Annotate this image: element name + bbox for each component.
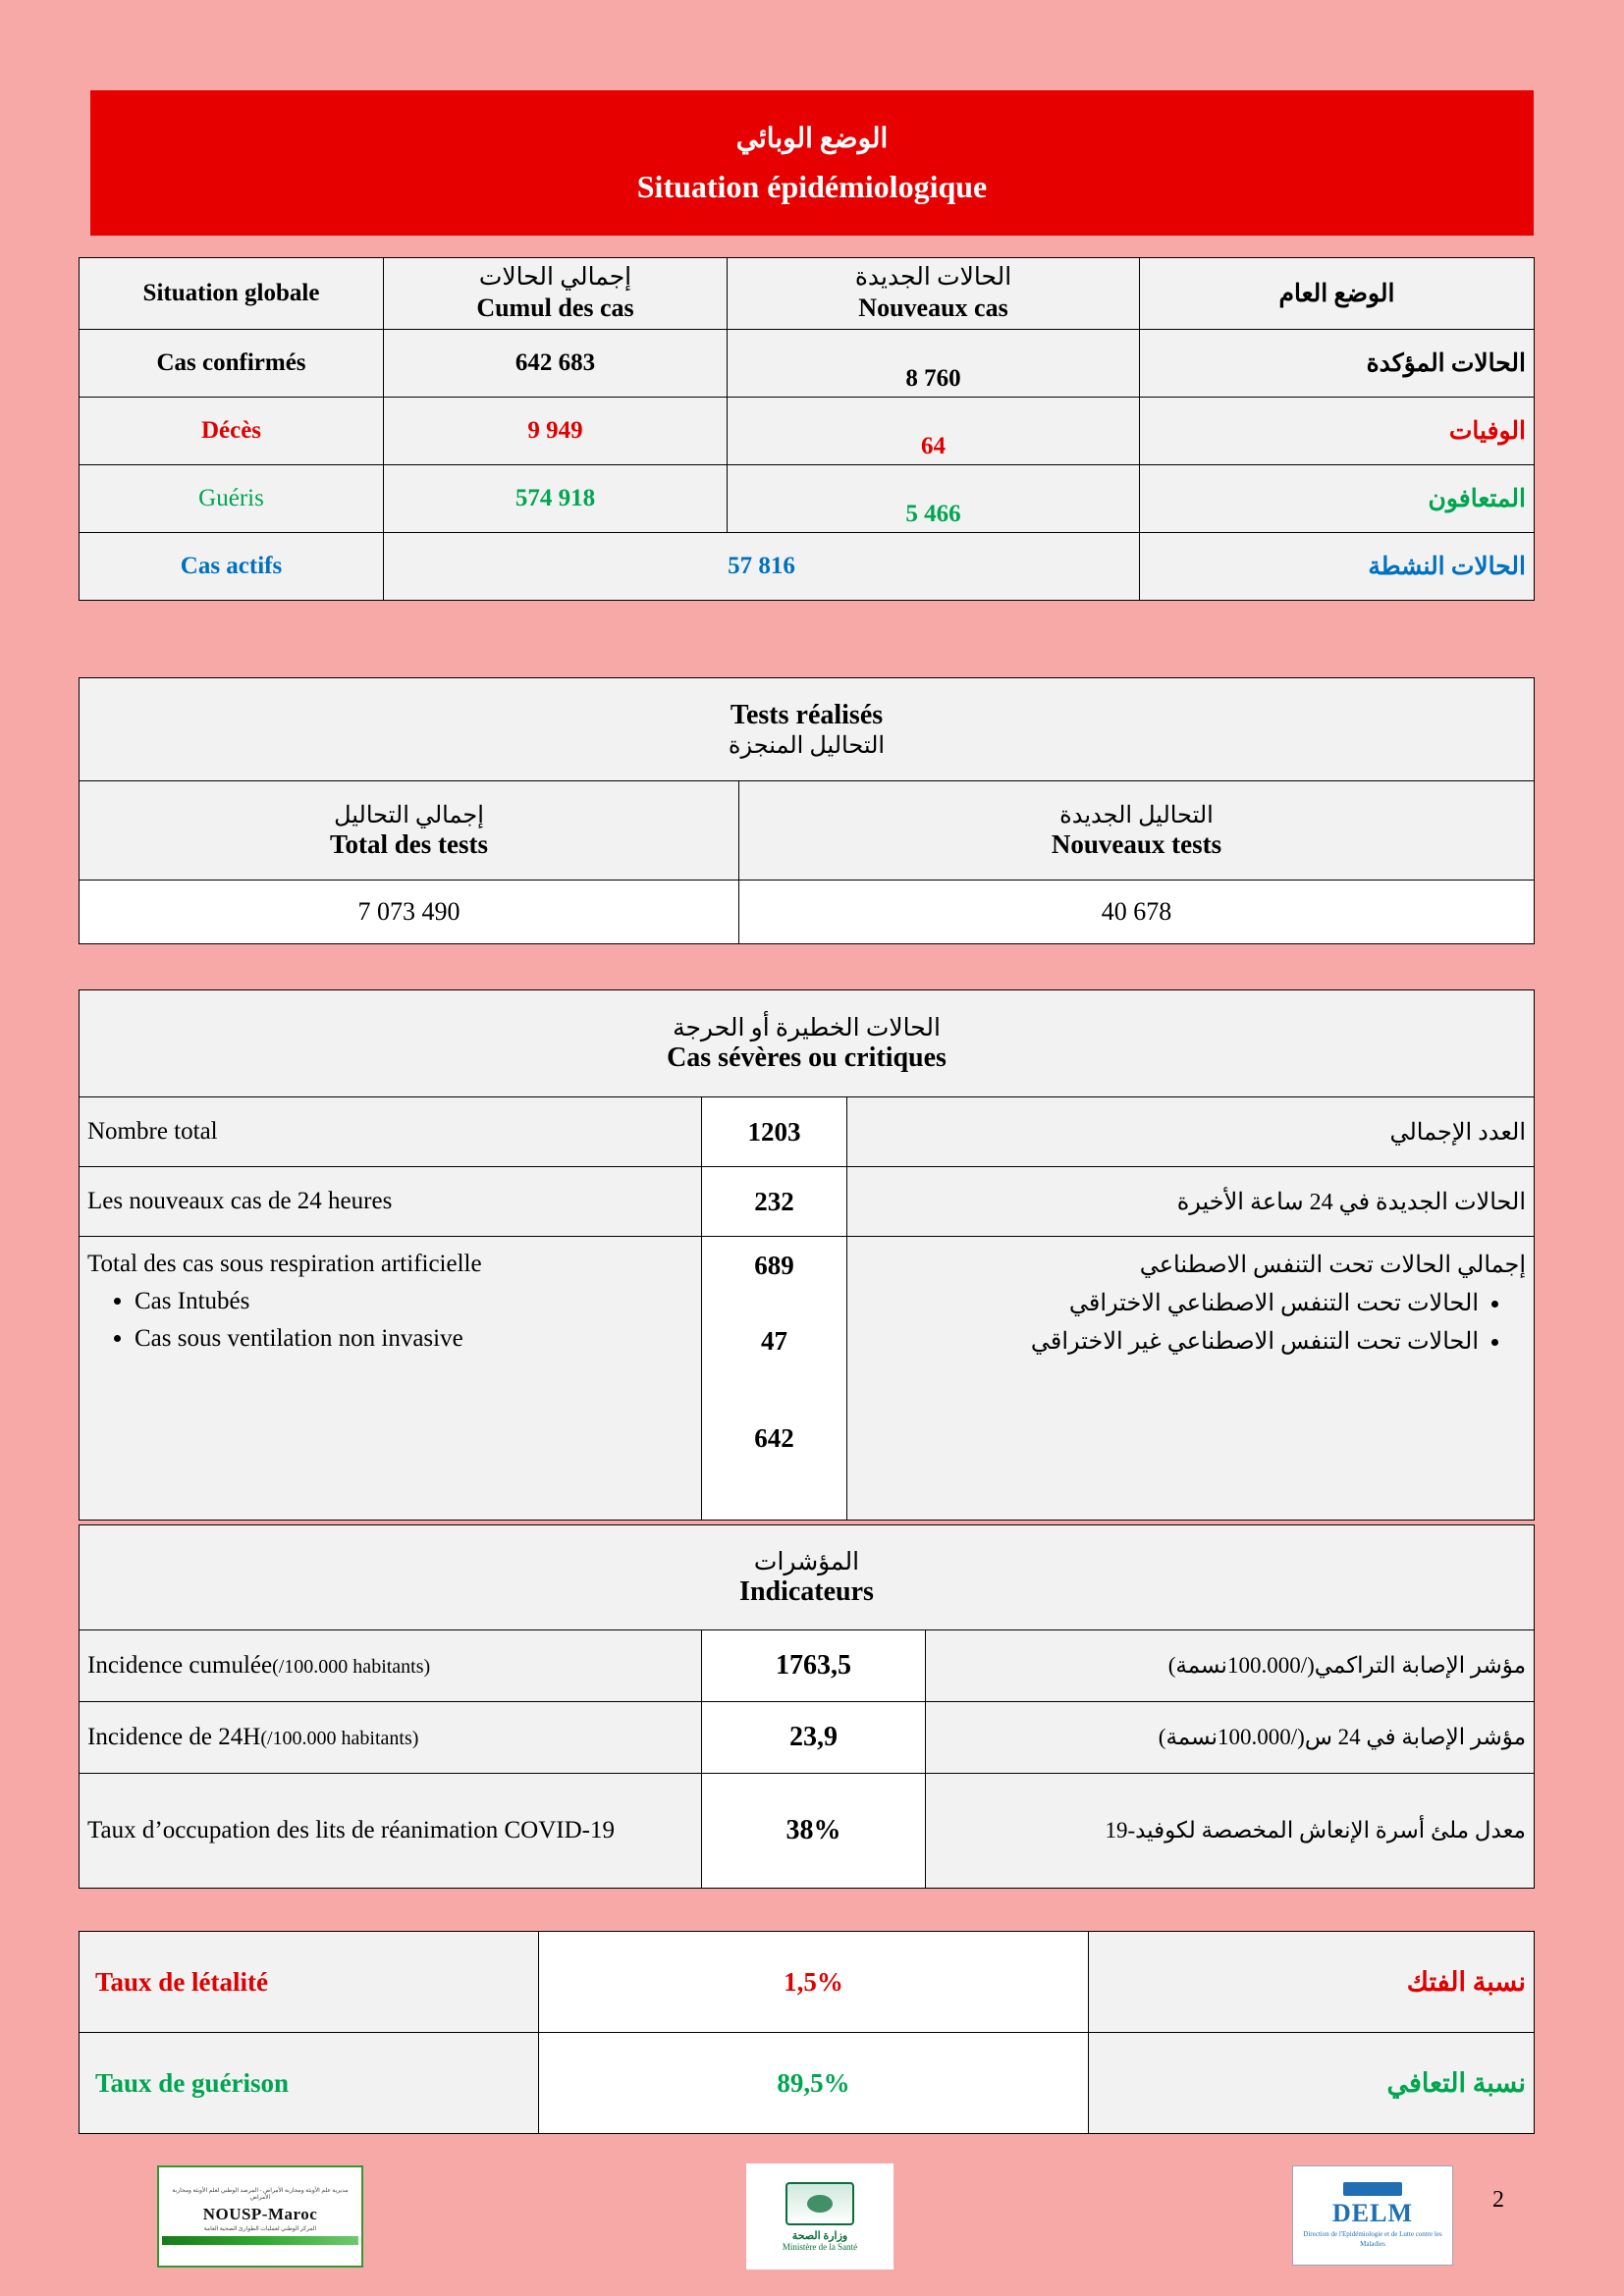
severe-respiration-sub-list-ar xyxy=(855,1289,1526,1356)
tests-title: Tests réalisés التحاليل المنجزة xyxy=(80,678,1535,781)
severe-intubes-label-ar: • الحالات تحت التنفس الاصطناعي الاختراقي xyxy=(855,1289,1479,1317)
indicators-row-24h xyxy=(80,1702,1535,1774)
indicators-title: المؤشرات Indicateurs xyxy=(80,1525,1535,1630)
severe-respiration-label-ar: إجمالي الحالات تحت التنفس الاصطناعي xyxy=(1139,1253,1527,1278)
tests-header-row xyxy=(80,781,1535,881)
rate-guerison-value: 89,5% xyxy=(539,2033,1089,2134)
indicator-icu-value: 38% xyxy=(702,1774,926,1889)
situation-globale-table xyxy=(79,257,1534,601)
tests-value-row xyxy=(80,881,1535,944)
header-situation-arabic: الوضع العام xyxy=(1140,258,1535,330)
row-nouveaux-confirmes: 8 760 xyxy=(728,329,1140,397)
indicator-24h-value: 23,9 xyxy=(702,1702,926,1774)
tests-total-header: إجمالي التحاليل Total des tests xyxy=(80,781,739,881)
rate-guerison-label-fr: Taux de guérison xyxy=(80,2033,539,2134)
row-cumul-gueris: 574 918 xyxy=(384,464,728,532)
footer-logo-row xyxy=(79,2160,1534,2277)
indicators-row-icu-occupancy xyxy=(80,1774,1535,1889)
severe-respiration-labels-ar xyxy=(847,1237,1535,1521)
nousp-logo-bottom-text: المركز الوطني لعمليات الطوارئ الصحية العامة xyxy=(203,2225,317,2232)
row-cumul-cas-actifs: 57 816 xyxy=(384,532,1140,600)
nousp-logo-color-bar xyxy=(162,2236,358,2245)
delm-logo-name: DELM xyxy=(1332,2199,1413,2228)
severe-noninvasive-label-fr: • Cas sous ventilation non invasive xyxy=(135,1325,693,1353)
table-row-gueris xyxy=(80,464,1535,532)
row-label-cas-actifs-fr: Cas actifs xyxy=(80,532,384,600)
severe-respiration-labels-fr xyxy=(80,1237,702,1521)
severe-total-label-ar: العدد الإجمالي xyxy=(847,1097,1535,1167)
severe-row-total xyxy=(80,1097,1535,1167)
ministry-emblem-icon xyxy=(785,2182,854,2225)
indicators-title-row xyxy=(80,1525,1535,1630)
severe-respiration-total-value: 689 xyxy=(754,1251,794,1280)
ministry-of-health-logo xyxy=(746,2163,893,2269)
row-label-cas-actifs-ar: الحالات النشطة xyxy=(1140,532,1535,600)
row-nouveaux-deces: 64 xyxy=(728,397,1140,464)
header-title-arabic: الوضع الوبائي xyxy=(735,123,889,154)
rates-table xyxy=(79,1931,1534,2134)
rate-letalite-label-fr: Taux de létalité xyxy=(80,1932,539,2033)
severe-row-new24h xyxy=(80,1167,1535,1237)
tests-title-row xyxy=(80,678,1535,781)
tests-new-header: التحاليل الجديدة Nouveaux tests xyxy=(739,781,1535,881)
nousp-logo xyxy=(157,2165,363,2268)
page-header-banner xyxy=(90,90,1534,236)
severe-new24h-value: 232 xyxy=(702,1167,847,1237)
indicator-24h-label-fr: Incidence de 24H(/100.000 habitants) xyxy=(80,1702,702,1774)
rate-row-letalite xyxy=(80,1932,1535,2033)
indicator-24h-label-ar: مؤشر الإصابة في 24 س(/100.000نسمة) xyxy=(926,1702,1535,1774)
delm-logo-mark-icon xyxy=(1343,2182,1402,2196)
header-situation-globale: Situation globale xyxy=(80,258,384,330)
row-cumul-deces: 9 949 xyxy=(384,397,728,464)
severe-noninvasive-value: 642 xyxy=(754,1423,794,1453)
tests-table xyxy=(79,677,1534,944)
row-cumul-confirmes: 642 683 xyxy=(384,329,728,397)
row-label-confirmes-fr: Cas confirmés xyxy=(80,329,384,397)
indicator-cumulative-value: 1763,5 xyxy=(702,1630,926,1702)
severe-new24h-label-fr: Les nouveaux cas de 24 heures xyxy=(80,1167,702,1237)
row-label-deces-ar: الوفيات xyxy=(1140,397,1535,464)
table-header-row xyxy=(80,258,1535,330)
rate-letalite-label-ar: نسبة الفتك xyxy=(1089,1932,1535,2033)
severe-row-respiration xyxy=(80,1237,1535,1521)
nousp-logo-name: NOUSP-Maroc xyxy=(202,2204,318,2223)
row-label-confirmes-ar: الحالات المؤكدة xyxy=(1140,329,1535,397)
page-number: 2 xyxy=(1492,2187,1504,2213)
indicators-table xyxy=(79,1524,1534,1889)
header-cumul: إجمالي الحالات Cumul des cas xyxy=(384,258,728,330)
severe-title: الحالات الخطيرة أو الحرجة Cas sévères ou critiques xyxy=(80,990,1535,1097)
indicators-row-cumulative xyxy=(80,1630,1535,1702)
delm-logo-subtitle: Direction de l'Epidémiologie et de Lutte contre les Maladies xyxy=(1303,2230,1442,2248)
row-label-deces-fr: Décès xyxy=(80,397,384,464)
rate-letalite-value: 1,5% xyxy=(539,1932,1089,2033)
severe-cases-table xyxy=(79,989,1534,1521)
indicator-icu-label-ar: معدل ملئ أسرة الإنعاش المخصصة لكوفيد-19 xyxy=(926,1774,1535,1889)
delm-logo xyxy=(1292,2165,1453,2266)
severe-respiration-sub-list-fr xyxy=(87,1288,693,1353)
row-label-gueris-fr: Guéris xyxy=(80,464,384,532)
ministry-logo-arabic: وزارة الصحة xyxy=(791,2229,848,2242)
severe-respiration-values xyxy=(702,1237,847,1521)
nousp-logo-top-text: مديرية علم الأوبئة ومحاربة الأمراض - المرصد الوطني لعلم الأوبئة ومحاربة الأمراض xyxy=(172,2187,349,2202)
header-nouveaux: الحالات الجديدة Nouveaux cas xyxy=(728,258,1140,330)
table-row-cas-actifs xyxy=(80,532,1535,600)
rate-row-guerison xyxy=(80,2033,1535,2134)
row-label-gueris-ar: المتعافون xyxy=(1140,464,1535,532)
ministry-logo-french: Ministère de la Santé xyxy=(782,2241,858,2252)
severe-new24h-label-ar: الحالات الجديدة في 24 ساعة الأخيرة xyxy=(847,1167,1535,1237)
rate-guerison-label-ar: نسبة التعافي xyxy=(1089,2033,1535,2134)
severe-respiration-label-fr: Total des cas sous respiration artificielle xyxy=(87,1251,482,1277)
severe-title-row xyxy=(80,990,1535,1097)
table-row-deces xyxy=(80,397,1535,464)
severe-total-value: 1203 xyxy=(702,1097,847,1167)
header-title-french: Situation épidémiologique xyxy=(636,168,988,204)
severe-intubes-value: 47 xyxy=(761,1326,787,1356)
indicator-cumulative-label-fr: Incidence cumulée(/100.000 habitants) xyxy=(80,1630,702,1702)
row-nouveaux-gueris: 5 466 xyxy=(728,464,1140,532)
indicator-cumulative-label-ar: مؤشر الإصابة التراكمي(/100.000نسمة) xyxy=(926,1630,1535,1702)
tests-new-value: 40 678 xyxy=(739,881,1535,944)
indicator-icu-label-fr: Taux d’occupation des lits de réanimation COVID-19 xyxy=(80,1774,702,1889)
table-row-confirmes xyxy=(80,329,1535,397)
severe-intubes-label-fr: • Cas Intubés xyxy=(135,1288,693,1315)
severe-noninvasive-label-ar: • الحالات تحت التنفس الاصطناعي غير الاختراقي xyxy=(855,1327,1479,1356)
tests-total-value: 7 073 490 xyxy=(80,881,739,944)
severe-total-label-fr: Nombre total xyxy=(80,1097,702,1167)
